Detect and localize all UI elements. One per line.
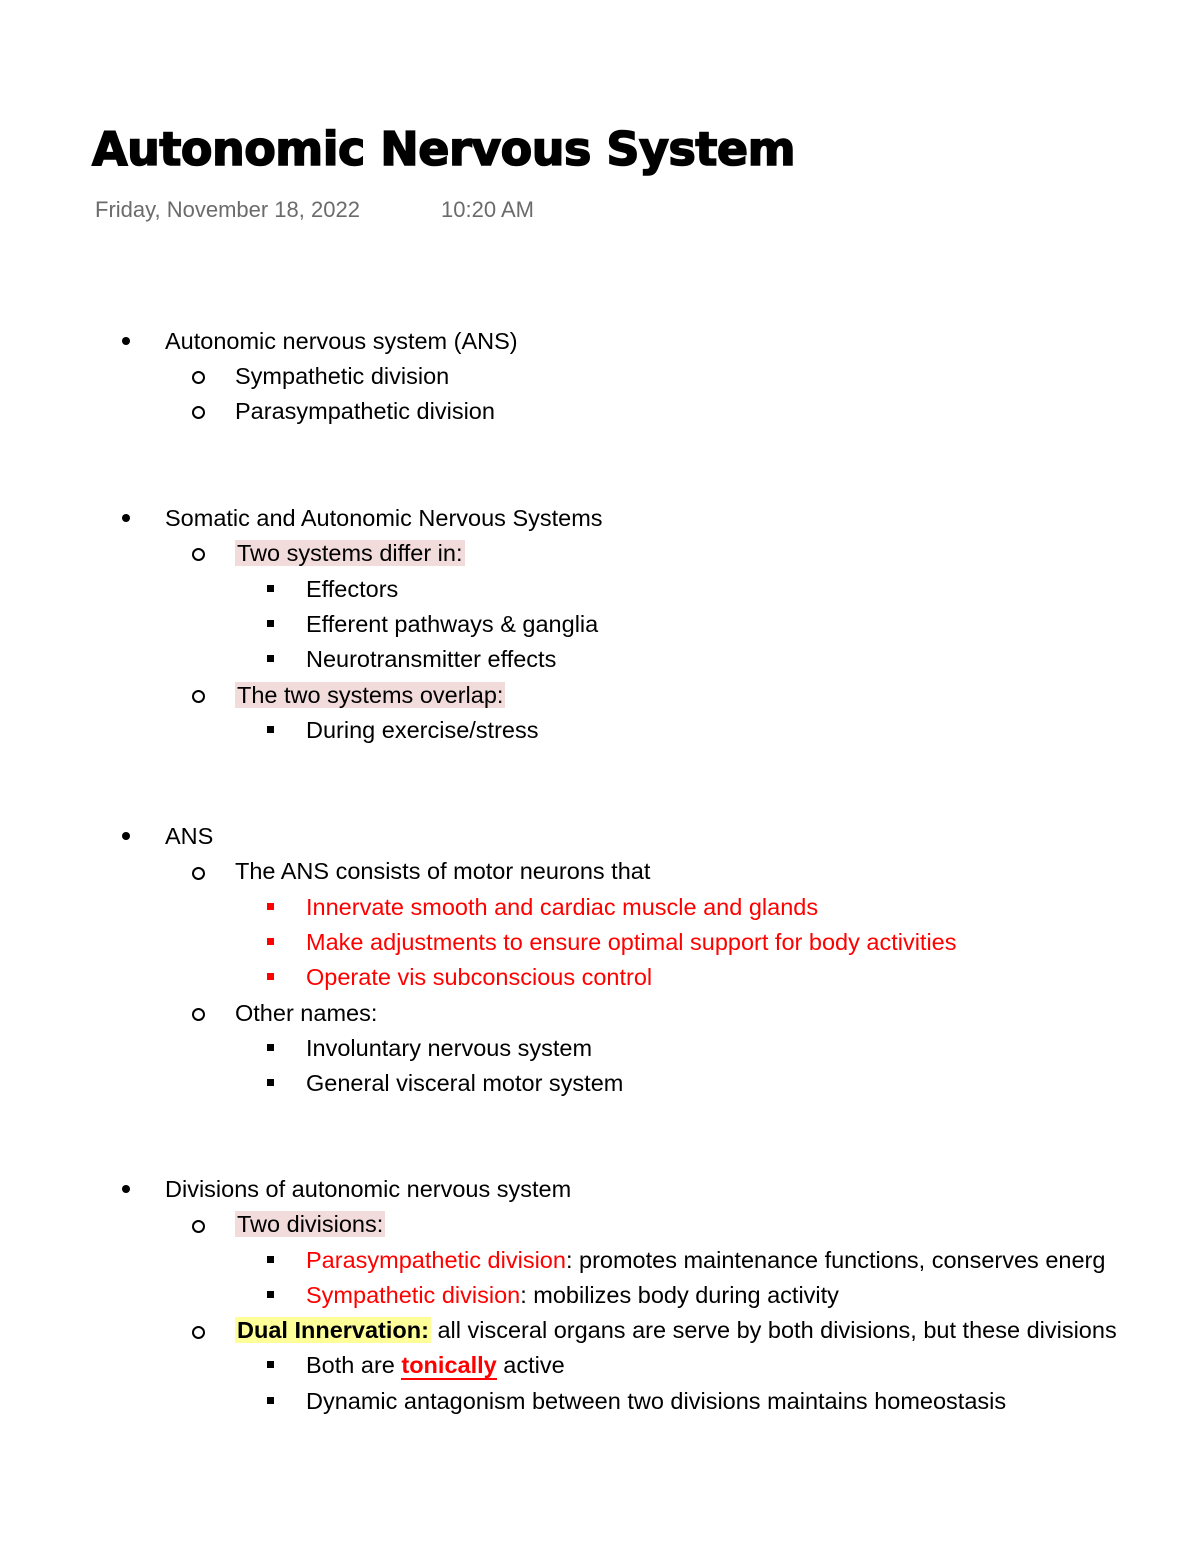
- bullet-dot-icon: [122, 337, 130, 345]
- bullet-circle-icon: [192, 1008, 205, 1021]
- bullet-square-icon: [267, 903, 274, 910]
- list-item: [306, 1279, 839, 1311]
- bullet-square-icon: [267, 1361, 274, 1368]
- bullet-square-icon: [267, 1079, 274, 1086]
- page-title: Autonomic Nervous System: [92, 122, 795, 176]
- bullet-circle-icon: [192, 867, 205, 880]
- bullet-square-icon: [267, 1044, 274, 1051]
- bullet-circle-icon: [192, 371, 205, 384]
- bullet-square-icon: [267, 585, 274, 592]
- highlighted-label: Two systems differ in:: [237, 540, 463, 566]
- list-item: [306, 1349, 565, 1381]
- list-item: [235, 537, 465, 569]
- list-item: General visceral motor system: [306, 1070, 624, 1096]
- list-item: Neurotransmitter effects: [306, 646, 557, 672]
- list-item: Operate vis subconscious control: [306, 964, 653, 990]
- bullet-square-icon: [267, 1256, 274, 1263]
- bullet-circle-icon: [192, 690, 205, 703]
- list-item: [235, 1314, 1117, 1346]
- section-somatic-heading: Somatic and Autonomic Nervous Systems: [165, 505, 603, 531]
- term-description: all visceral organs are serve by both divisions, but these divisions: [430, 1317, 1117, 1343]
- list-item: The ANS consists of motor neurons that: [235, 858, 651, 884]
- bullet-square-icon: [267, 1291, 274, 1298]
- list-item: Make adjustments to ensure optimal support for body activities: [306, 929, 957, 955]
- tonic-prefix: Both are: [306, 1352, 402, 1378]
- bullet-circle-icon: [192, 1220, 205, 1233]
- list-item: Dynamic antagonism between two divisions maintains homeostasis: [306, 1388, 1007, 1414]
- bullet-dot-icon: [122, 514, 130, 522]
- page-time: 10:20 AM: [441, 197, 534, 222]
- list-item: [306, 1244, 1105, 1276]
- list-item: Innervate smooth and cardiac muscle and glands: [306, 894, 819, 920]
- term-parasympathetic: Parasympathetic division: [306, 1247, 566, 1273]
- term-description: : mobilizes body during activity: [520, 1282, 839, 1308]
- list-item: Sympathetic division: [235, 363, 450, 389]
- page-date: Friday, November 18, 2022: [95, 197, 360, 222]
- section-ans2-heading: ANS: [165, 823, 214, 849]
- bullet-square-icon: [267, 938, 274, 945]
- section-ans-heading: Autonomic nervous system (ANS): [165, 328, 518, 354]
- term-dual-innervation: Dual Innervation:: [237, 1317, 429, 1343]
- highlighted-label: The two systems overlap:: [237, 682, 504, 708]
- bullet-square-icon: [267, 620, 274, 627]
- bullet-circle-icon: [192, 1326, 205, 1339]
- highlighted-label: Two divisions:: [237, 1211, 384, 1237]
- bullet-dot-icon: [122, 832, 130, 840]
- term-description: : promotes maintenance functions, conserves energ: [565, 1247, 1106, 1273]
- bullet-dot-icon: [122, 1185, 130, 1193]
- tonic-suffix: active: [496, 1352, 565, 1378]
- list-item: Efferent pathways & ganglia: [306, 611, 599, 637]
- term-sympathetic: Sympathetic division: [306, 1282, 521, 1308]
- section-divisions-heading: Divisions of autonomic nervous system: [165, 1176, 572, 1202]
- term-tonically: tonically: [401, 1352, 497, 1378]
- list-item: Effectors: [306, 576, 399, 602]
- bullet-square-icon: [267, 726, 274, 733]
- list-item: Other names:: [235, 1000, 378, 1026]
- bullet-square-icon: [267, 973, 274, 980]
- bullet-square-icon: [267, 1397, 274, 1404]
- bullet-square-icon: [267, 655, 274, 662]
- bullet-circle-icon: [192, 548, 205, 561]
- list-item: During exercise/stress: [306, 717, 539, 743]
- list-item: Involuntary nervous system: [306, 1035, 593, 1061]
- list-item: [235, 1208, 385, 1240]
- list-item: Parasympathetic division: [235, 398, 495, 424]
- list-item: [235, 679, 505, 711]
- bullet-circle-icon: [192, 406, 205, 419]
